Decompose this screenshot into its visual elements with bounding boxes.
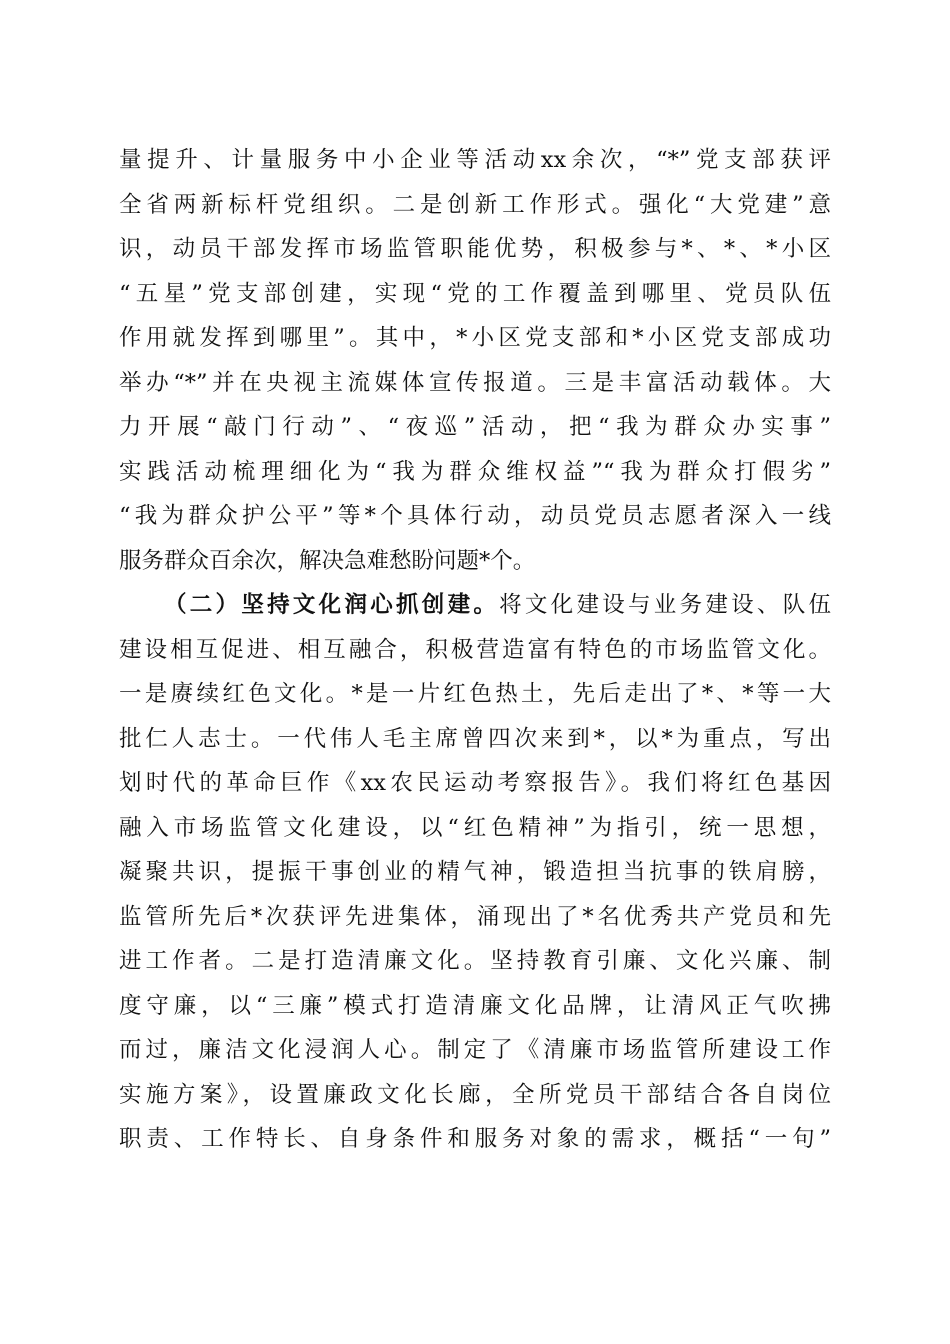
text-line: 全省两新标杆党组织。二是创新工作形式。强化“大党建”意 xyxy=(119,191,831,218)
paragraph-2 xyxy=(119,583,831,1162)
text-line: 服务群众百余次，解决急难愁盼问题*个。 xyxy=(119,547,536,574)
text-line: 识，动员干部发挥市场监管职能优势，积极参与*、*、*小区 xyxy=(119,236,831,262)
text-line: 凝聚共识，提振干事创业的精气神，锻造担当抗事的铁肩膀， xyxy=(119,859,831,885)
text-line: 融入市场监管文化建设，以“红色精神”为指引，统一思想， xyxy=(119,814,831,841)
text-line: 力开展“敲门行动”、“夜巡”活动，把“我为群众办实事” xyxy=(119,414,831,440)
text-line: “我为群众护公平”等*个具体行动，动员党员志愿者深入一线 xyxy=(119,503,831,529)
body-text xyxy=(119,138,831,1162)
text-line xyxy=(119,583,831,628)
text-line: 举办“*”并在央视主流媒体宣传报道。三是丰富活动载体。大 xyxy=(119,369,831,396)
text-line: 一是赓续红色文化。*是一片红色热土，先后走出了*、*等一大 xyxy=(119,681,831,707)
text-line: 监管所先后*次获评先进集体，涌现出了*名优秀共产党员和先 xyxy=(119,903,831,930)
text-line: 作用就发挥到哪里”。其中，*小区党支部和*小区党支部成功 xyxy=(119,325,831,351)
text-line: 建设相互促进、相互融合，积极营造富有特色的市场监管文化。 xyxy=(119,636,831,663)
text-line: 实施方案》，设置廉政文化长廊，全所党员干部结合各自岗位 xyxy=(119,1081,831,1108)
text-line: 度守廉，以“三廉”模式打造清廉文化品牌，让清风正气吹拂 xyxy=(119,992,831,1019)
text-line: 实践活动梳理细化为“我为群众维权益”“我为群众打假劣” xyxy=(119,458,831,485)
heading-line-text: 将文化建设与业务建设、队伍 xyxy=(499,592,831,618)
text-line: “五星”党支部创建，实现“党的工作覆盖到哪里、党员队伍 xyxy=(119,280,831,307)
text-line: 量提升、计量服务中小企业等活动xx余次，“*”党支部获评 xyxy=(119,147,831,173)
text-line: 进工作者。二是打造清廉文化。坚持教育引廉、文化兴廉、制 xyxy=(119,948,831,974)
paragraph-1 xyxy=(119,138,831,583)
section-heading: （二）坚持文化润心抓创建。 xyxy=(164,592,500,618)
text-line: 职责、工作特长、自身条件和服务对象的需求，概括“一句” xyxy=(119,1126,831,1152)
text-line: 而过，廉洁文化浸润人心。制定了《清廉市场监管所建设工作 xyxy=(119,1037,831,1063)
text-line: 划时代的革命巨作《xx农民运动考察报告》。我们将红色基因 xyxy=(119,770,831,796)
text-line: 批仁人志士。一代伟人毛主席曾四次来到*，以*为重点，写出 xyxy=(119,725,831,752)
